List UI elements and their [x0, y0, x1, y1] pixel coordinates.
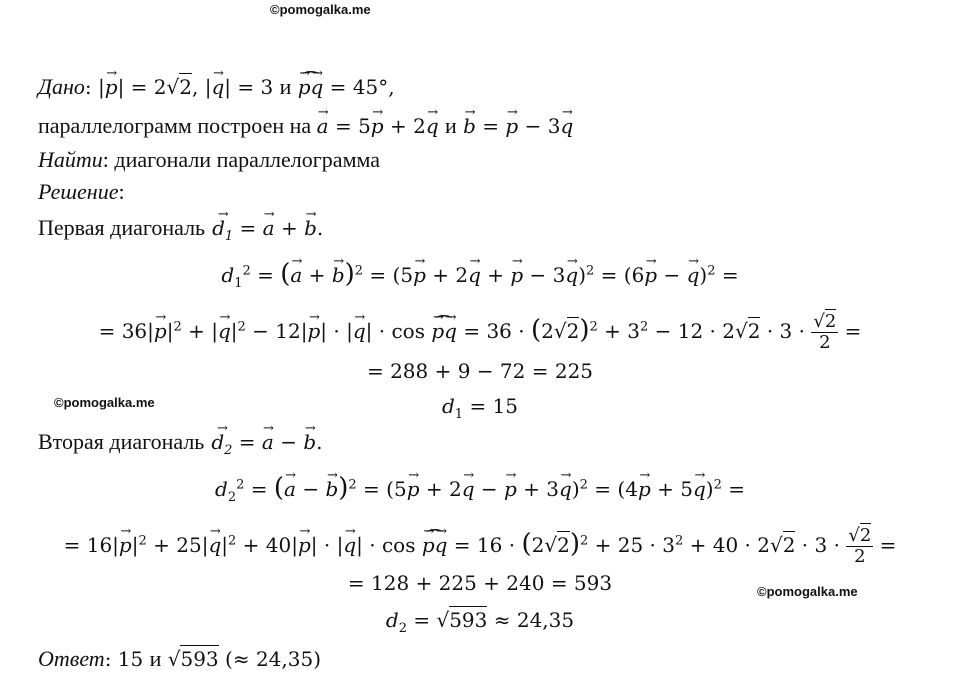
d1-equation-2: = $36|\to p|^2$ + |→ $q|^2 - 12|\to p|$ · |→ q| · cos ⌢ → $p\to q = 36 \cdot (2√2)^2 + 3^2 - 12 \cdot 2√2 \cdot 3$ · $\frac{√2}{2}$ =	[0, 312, 960, 353]
find-line	[38, 146, 380, 175]
d1-equation-1: $d_1^2$ = (→ a + → b)$^2$ = (5→ p + 2→ q + → p − 3→ q)$^2$ = (6→ p − → q)$^2$ =	[0, 257, 960, 298]
given-line	[38, 73, 395, 102]
d1-result: $d_1 = 15$	[441, 394, 519, 422]
d2-result: $d_2 = √593 \approx 24,35$	[385, 608, 575, 636]
find-label: Найти	[38, 147, 103, 172]
watermark-bottom: ©pomogalka.me	[757, 584, 858, 599]
solution-line: Решение:	[38, 179, 125, 204]
find-tail: : диагонали параллелограмма	[102, 147, 381, 172]
diag1-intro: Первая диагональ → $d_1$ = → a + → b.	[38, 214, 323, 251]
d2-equation-2: = $16|\to p|^2 + 25|\to q|^2 + 40|\to p|$ · |→ q| · cos ⌢ → $p\to q = 16 \cdot (2√2)^2 + 25 \cdot 3^2 + 40 \cdot 2√2 \cdot 3$ · $\frac{√2}{2}$ =	[0, 526, 960, 567]
parallelogram-line: параллелограмм построен на → a = 5→ p + 2→ q и → b = → p − 3→ q	[38, 112, 573, 141]
d2-equation-3: = 128 + 225 + 240 = 593	[347, 571, 613, 595]
watermark-middle: ©pomogalka.me	[54, 395, 155, 410]
answer-label: Ответ	[38, 646, 105, 671]
diag2-intro: Вторая диагональ → $d_2$ = → a − → b.	[38, 428, 323, 465]
d2-equation-1: $d_2^2$ = (→ a − → b)$^2$ = (5→ p + 2→ q − → $p + 3\to q)^2 = (4\to p + 5\to q)^2$ =	[0, 471, 960, 512]
answer-line: Ответ: 15 и √593 (≈ 24,35)	[38, 646, 322, 671]
d1-equation-3: = 288 + 9 − 72 = 225	[366, 359, 594, 383]
watermark-top: ©pomogalka.me	[270, 2, 371, 17]
given-label: Дано	[38, 74, 85, 99]
given-formula: : |→ p| = 2√2, |→ q| = 3 и ⌢ → p→ q = 45°,	[85, 75, 395, 99]
solution-label: Решение	[38, 179, 119, 204]
